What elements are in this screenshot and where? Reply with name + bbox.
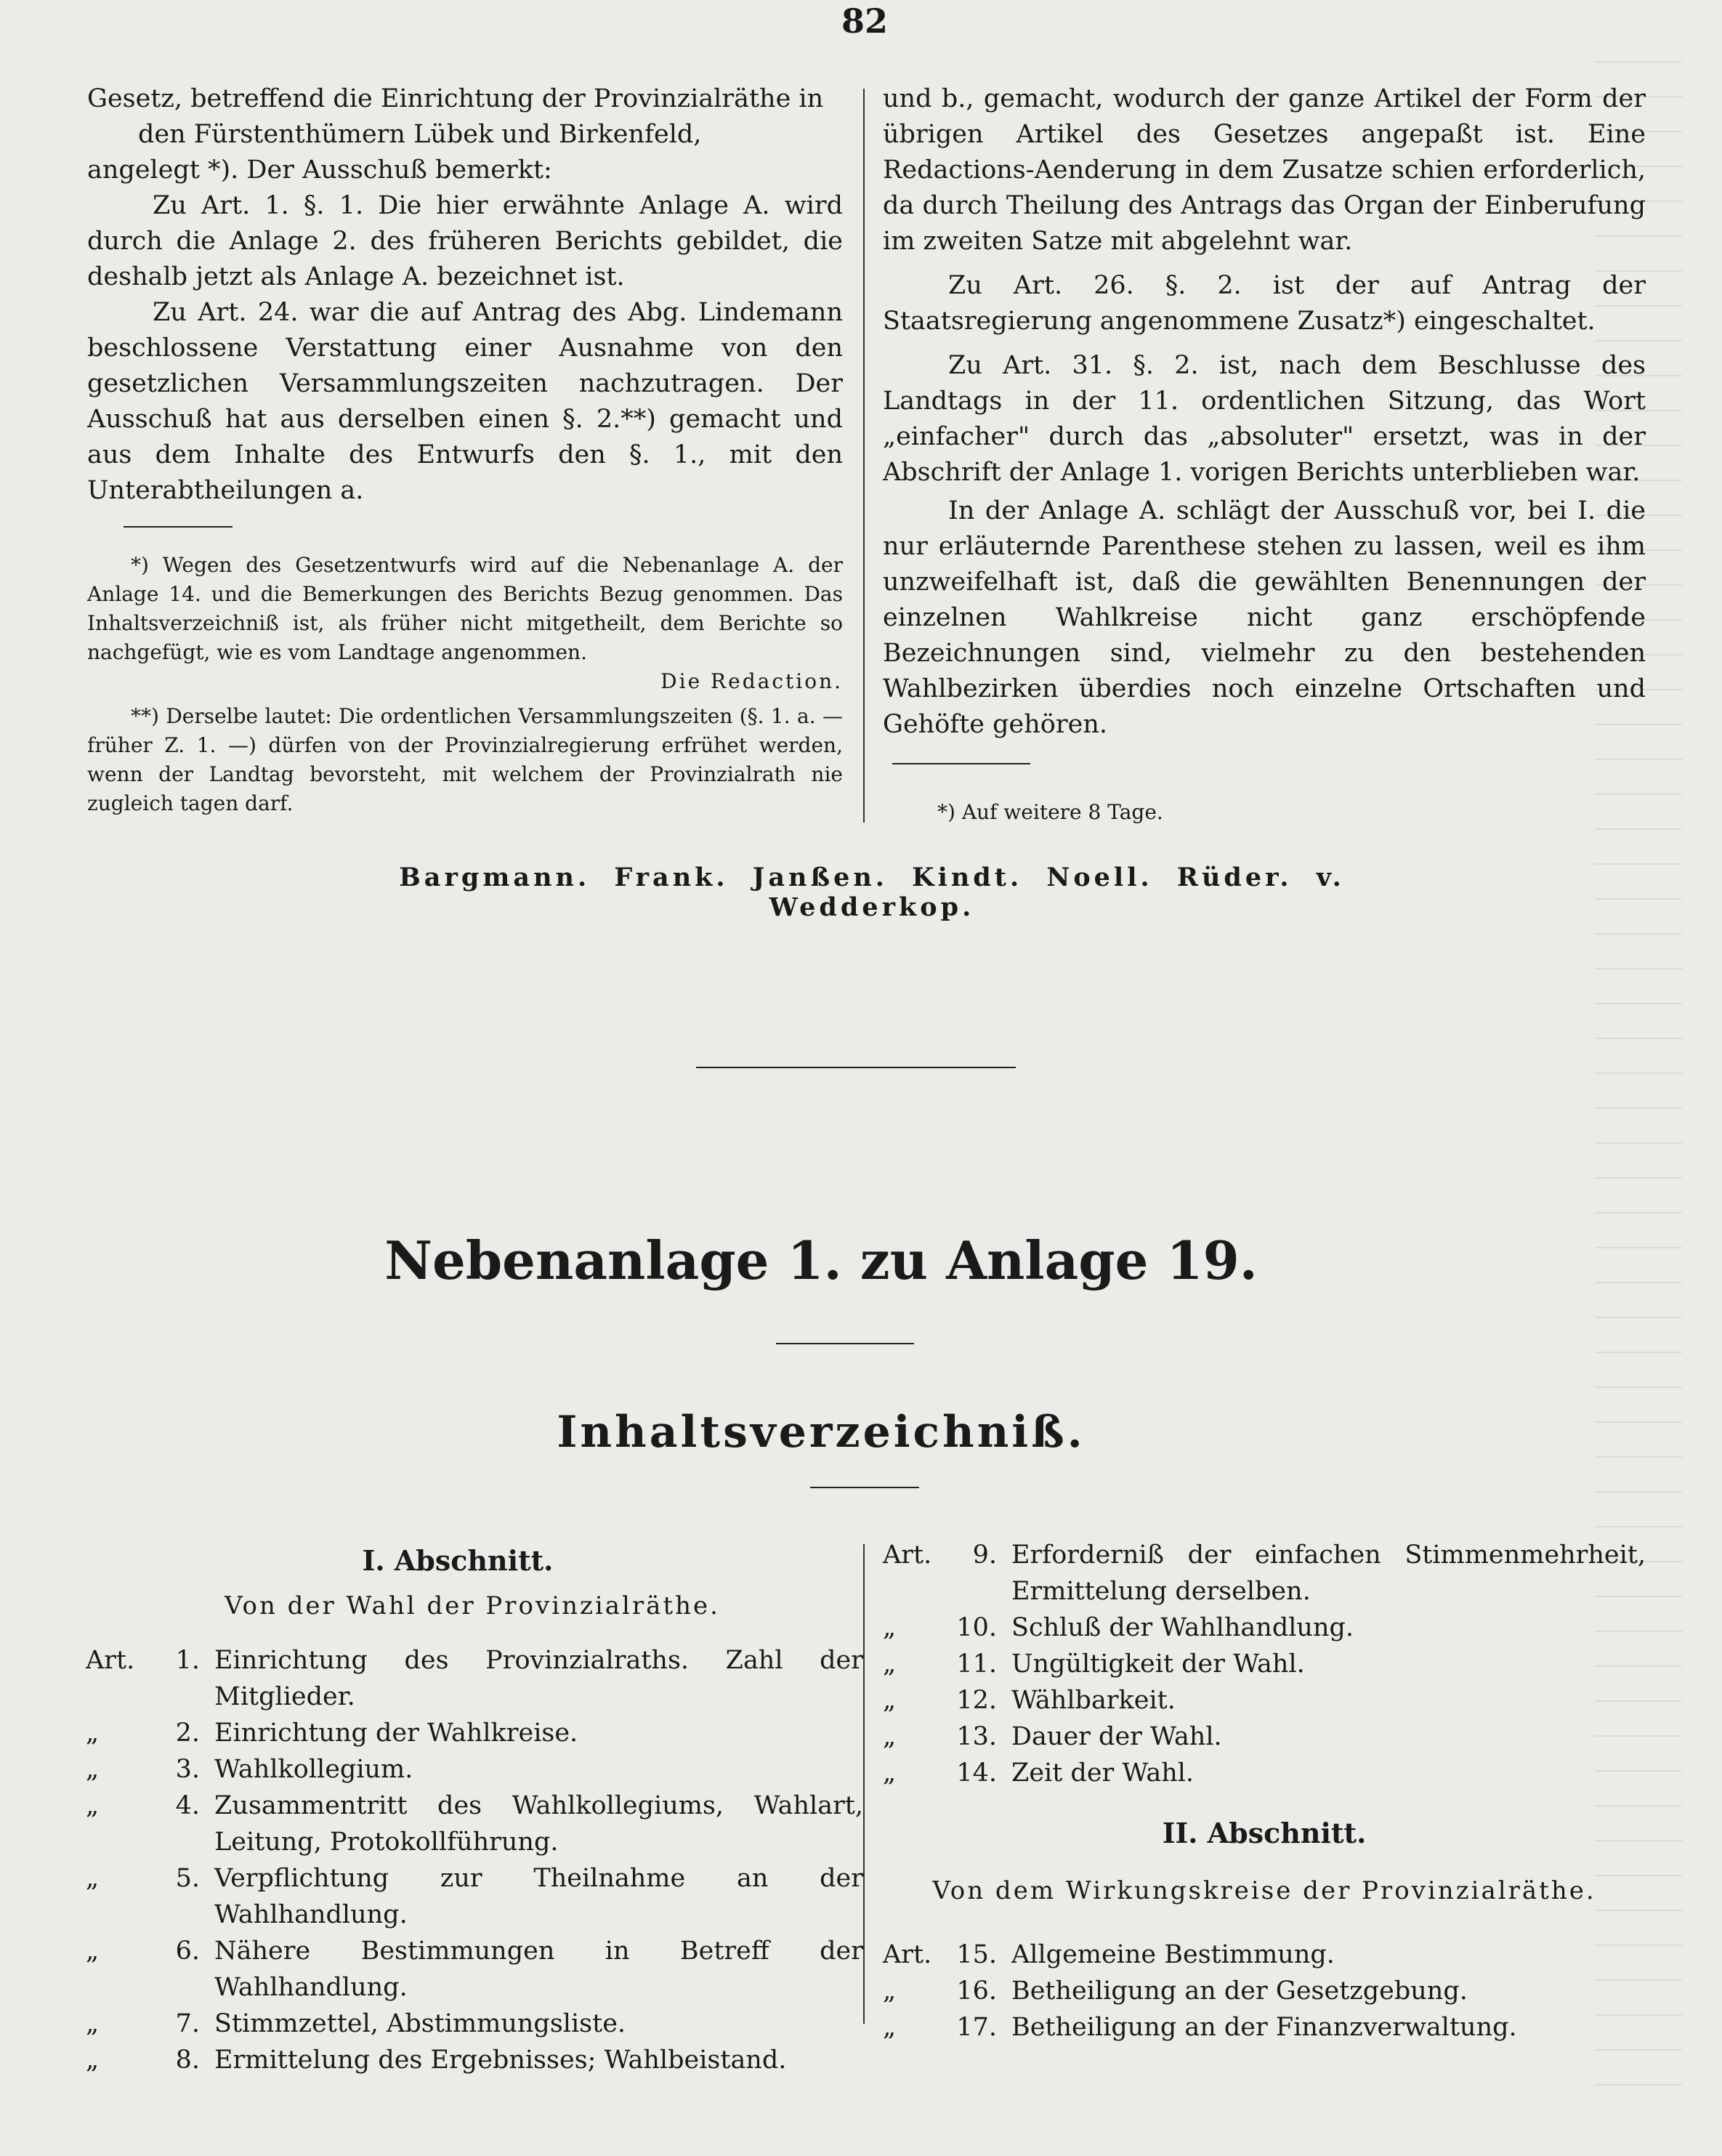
toc-text: Allgemeine Bestimmung. (1011, 1940, 1335, 1969)
left-column (87, 81, 843, 509)
toc-number: 10. (956, 1613, 997, 1642)
toc-entry (883, 1719, 1646, 1755)
section-rule (696, 1067, 1016, 1068)
toc-entry (883, 1646, 1646, 1682)
toc-entry (883, 1937, 1646, 1973)
toc-text: Ungültigkeit der Wahl. (1011, 1650, 1305, 1679)
heading-main: Nebenanlage 1. zu Anlage 19. (384, 1230, 1258, 1291)
column-divider (863, 89, 865, 823)
toc-text: Nähere Bestimmungen in Betreff der Wahlhandlung. (214, 1937, 863, 2002)
toc-prefix: Art. (883, 1940, 932, 1969)
toc-prefix: „ (883, 1977, 897, 2006)
toc-prefix: Art. (883, 1541, 932, 1570)
toc-text: Stimmzettel, Abstimmungsliste. (214, 2009, 626, 2038)
paragraph: Zu Art. 26. §. 2. ist der auf Antrag der Staatsregierung angenommene Zusatz*) eingeschaltet. (883, 271, 1646, 336)
toc-number: 3. (175, 1755, 200, 1784)
toc-text: Betheiligung an der Finanzverwaltung. (1011, 2013, 1517, 2042)
toc-prefix: „ (883, 1650, 897, 1679)
toc-list-left (86, 1642, 863, 2078)
toc-number: 2. (175, 1719, 200, 1748)
toc-prefix: „ (86, 1864, 100, 1893)
paragraph: und b., gemacht, wodurch der ganze Artikel der Form der übrigen Artikel des Gesetzes angepaßt ist. Eine Redactions-Aenderung in dem Zusatze schien erforderlich, da durch Theilung des Antrags das Organ der Einberufung im zweiten Satze mit abgelehnt war. (883, 84, 1646, 256)
toc-entry (86, 1715, 863, 1751)
toc-prefix: „ (86, 1791, 100, 1820)
toc-entry (86, 1751, 863, 1788)
toc-prefix: „ (883, 1722, 897, 1751)
toc-number: 7. (175, 2009, 200, 2038)
toc-entry (86, 1933, 863, 2006)
toc-list-section-2 (883, 1937, 1646, 2046)
toc-text: Wählbarkeit. (1011, 1686, 1176, 1715)
toc-number: 1. (175, 1646, 200, 1675)
toc-number: 17. (956, 2013, 997, 2042)
toc-entry (883, 1973, 1646, 2009)
toc-text: Dauer der Wahl. (1011, 1722, 1222, 1751)
toc-text: Einrichtung der Wahlkreise. (214, 1719, 578, 1748)
toc-entry (883, 1537, 1646, 1610)
column-divider (863, 1544, 865, 2024)
toc-entry (86, 2006, 863, 2042)
toc-prefix: Art. (86, 1646, 135, 1675)
toc-prefix: „ (883, 1759, 897, 1788)
paragraph: Zu Art. 31. §. 2. ist, nach dem Beschlusse des Landtags in der 11. ordentlichen Sitzung, das Wort „einfacher" durch das „absoluter" ersetzt, was in der Abschrift der Anlage 1. vorigen Berichts unterblieben war. (883, 351, 1646, 487)
footnotes-left (87, 551, 843, 818)
toc-prefix: „ (86, 1719, 100, 1748)
toc-entry (86, 1860, 863, 1933)
toc-entry (86, 1642, 863, 1715)
heading-rule (776, 1343, 914, 1344)
toc-number: 15. (956, 1940, 997, 1969)
toc-number: 8. (175, 2046, 200, 2075)
toc-number: 5. (175, 1864, 200, 1893)
footnote: **) Derselbe lautet: Die ordentlichen Versammlungszeiten (§. 1. a. — früher Z. 1. —) dürfen von der Provinzialregierung erfrühet werden, wenn der Landtag bevorsteht, mit welchem der Provinzialrath nie zugleich tagen darf. (87, 704, 843, 815)
section-title: I. Abschnitt. (362, 1544, 554, 1577)
toc-number: 4. (175, 1791, 200, 1820)
toc-prefix: „ (883, 1686, 897, 1715)
toc-entry (883, 1610, 1646, 1646)
toc-text: Zusammentritt des Wahlkollegiums, Wahlart, Leitung, Protokollführung. (214, 1791, 863, 1857)
toc-text: Betheiligung an der Gesetzgebung. (1011, 1977, 1468, 2006)
paragraph: Zu Art. 24. war die auf Antrag des Abg. Lindemann beschlossene Verstattung einer Ausnahme von den gesetzlichen Versammlungszeiten nachzutragen. Der Ausschuß hat aus derselben einen §. 2.**) gemacht und aus dem Inhalte des Entwurfs den §. 1., mit den Unterabtheilungen a. (87, 298, 843, 505)
toc-text: Zeit der Wahl. (1011, 1759, 1195, 1788)
signatures: Bargmann. Frank. Janßen. Kindt. Noell. Rüder. v. Wedderkop. (399, 863, 1345, 922)
footnote-rule (892, 763, 1030, 764)
right-column (883, 81, 1646, 743)
toc-text: Ermittelung des Ergebnisses; Wahlbeistand. (214, 2046, 787, 2075)
toc-prefix: „ (86, 2046, 100, 2075)
heading-rule (810, 1487, 919, 1488)
toc-entry (883, 1682, 1646, 1719)
toc-entry (86, 1788, 863, 1860)
toc-entry (883, 1755, 1646, 1791)
heading-toc: Inhaltsverzeichniß. (557, 1407, 1086, 1458)
toc-entry (86, 2042, 863, 2078)
toc-prefix: „ (86, 1755, 100, 1784)
toc-number: 13. (956, 1722, 997, 1751)
toc-text: Erforderniß der einfachen Stimmenmehrheit, Ermittelung derselben. (1011, 1541, 1646, 1606)
page-number: 82 (841, 1, 889, 41)
toc-number: 9. (972, 1541, 997, 1570)
paragraph: angelegt *). Der Ausschuß bemerkt: (87, 156, 552, 185)
toc-number: 16. (956, 1977, 997, 2006)
toc-text: Verpflichtung zur Theilnahme an der Wahlhandlung. (214, 1864, 863, 1929)
toc-entry (883, 2009, 1646, 2046)
footnote-signature: Die Redaction. (660, 669, 843, 693)
toc-number: 6. (175, 1937, 200, 1966)
footnote-right (937, 798, 1519, 827)
paragraph: In der Anlage A. schlägt der Ausschuß vor, bei I. die nur erläuternde Parenthese stehen zu lassen, weil es ihm unzweifelhaft ist, daß die gewählten Benennungen der einzelnen Wahlkreise nicht ganz erschöpfende Bezeichnungen sind, vielmehr zu den bestehenden Wahlbezirken überdies noch einzelne Ortschaften und Gehöfte gehören. (883, 496, 1646, 739)
section-title: II. Abschnitt. (1162, 1817, 1367, 1849)
toc-prefix: „ (86, 2009, 100, 2038)
footnote-rule (124, 526, 233, 528)
toc-text: Einrichtung des Provinzialraths. Zahl der Mitglieder. (214, 1646, 863, 1711)
toc-number: 12. (956, 1686, 997, 1715)
toc-text: Schluß der Wahlhandlung. (1011, 1613, 1354, 1642)
toc-number: 11. (956, 1650, 997, 1679)
footnote: *) Auf weitere 8 Tage. (937, 800, 1163, 824)
toc-prefix: „ (883, 1613, 897, 1642)
toc-list-right (883, 1537, 1646, 1791)
section-subtitle: Von der Wahl der Provinzialräthe. (225, 1591, 720, 1620)
toc-text: Wahlkollegium. (214, 1755, 413, 1784)
paragraph: Gesetz, betreffend die Einrichtung der Provinzialräthe in den Fürstenthümern Lübek und Birkenfeld, (87, 84, 824, 149)
section-subtitle: Von dem Wirkungskreise der Provinzialräthe. (932, 1876, 1596, 1905)
toc-prefix: „ (883, 2013, 897, 2042)
footnote: *) Wegen des Gesetzentwurfs wird auf die Nebenanlage A. der Anlage 14. und die Bemerkungen des Berichts Bezug genommen. Das Inhaltsverzeichniß ist, als früher nicht mitgetheilt, dem Berichte so nachgefügt, wie es vom Landtage angenommen. (87, 553, 843, 664)
toc-number: 14. (956, 1759, 997, 1788)
paragraph: Zu Art. 1. §. 1. Die hier erwähnte Anlage A. wird durch die Anlage 2. des früheren Berichts gebildet, die deshalb jetzt als Anlage A. bezeichnet ist. (87, 191, 843, 291)
toc-prefix: „ (86, 1937, 100, 1966)
